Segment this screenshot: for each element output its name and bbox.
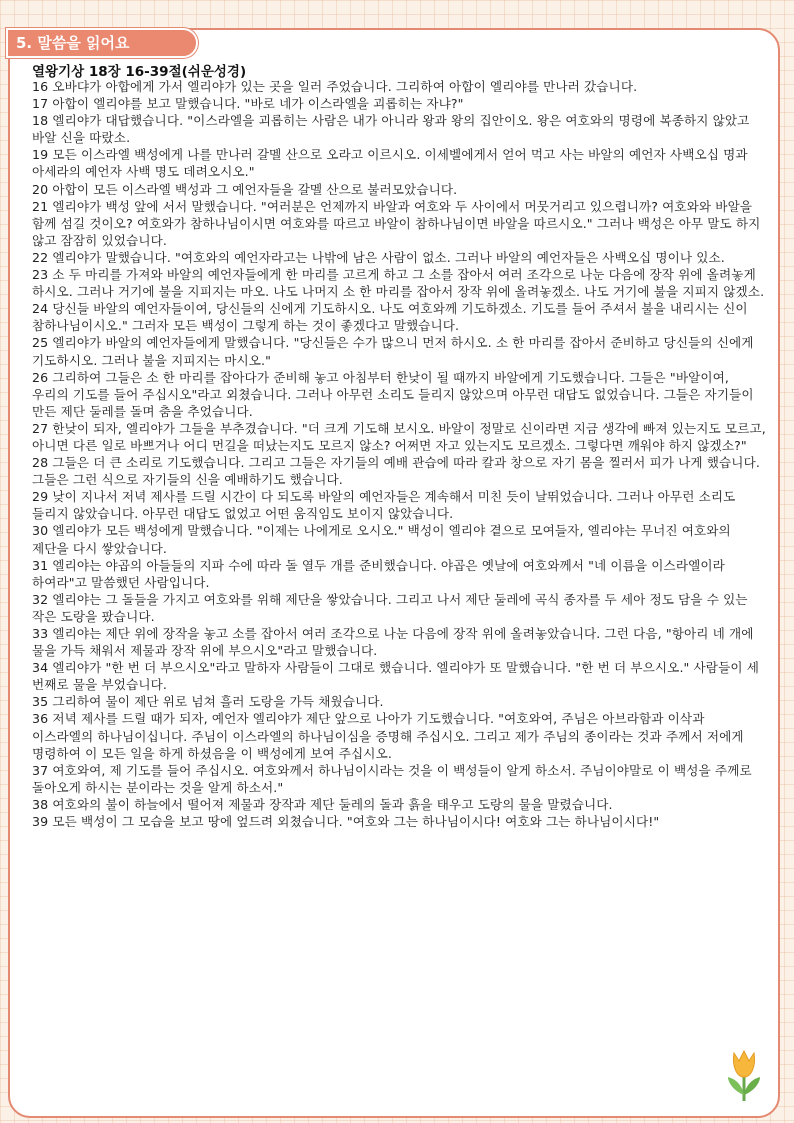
verse-25: 25 엘리야가 바알의 예언자들에게 말했습니다. "당신들은 수가 많으니 먼저 하시오. 소 한 마리를 잡아서 준비하고 당신들의 신에게 기도하시오. 그러나 불을 지피지는 마시오." bbox=[32, 335, 754, 368]
verse-34: 34 엘리야가 "한 번 더 부으시오"라고 말하자 사람들이 그대로 했습니다. 엘리야가 또 말했습니다. "한 번 더 부으시오." 사람들이 세 번째로 물을 부었습니다. bbox=[32, 660, 759, 693]
verse-35: 35 그리하여 물이 제단 위로 넘쳐 흘러 도랑을 가득 채웠습니다. bbox=[32, 694, 384, 710]
verse-29: 29 낮이 지나서 저녁 제사를 드릴 시간이 다 되도록 바알의 예언자들은 계속해서 미친 듯이 날뛰었습니다. 그러나 아무런 소리도 들리지 않았습니다. 아무런 대답도 없었고 어떤 움직임도 보이지 않았습니다. bbox=[32, 489, 736, 522]
verse-16: 16 오바댜가 아합에게 가서 엘리야가 있는 곳을 일러 주었습니다. 그리하여 아합이 엘리야를 만나러 갔습니다. bbox=[32, 79, 638, 94]
verse-30: 30 엘리야가 모든 백성에게 말했습니다. "이제는 나에게로 오시오." 백성이 엘리야 곁으로 모여들자, 엘리야는 무너진 여호와의 제단을 다시 쌓았습니다. bbox=[32, 523, 731, 556]
verse-28: 28 그들은 더 큰 소리로 기도했습니다. 그리고 그들은 자기들의 예배 관습에 따라 칼과 창으로 자기 몸을 찔러서 피가 나게 했습니다. 그들은 그런 식으로 자기들의 신을 예배하기도 했습니다. bbox=[32, 455, 760, 488]
verse-24: 24 당신들 바알의 예언자들이여, 당신들의 신에게 기도하시오. 나도 여호와께 기도하겠소. 기도를 들어 주셔서 불을 내리시는 신이 참하나님이시오." 그러자 모든 백성이 그렇게 하는 것이 좋겠다고 말했습니다. bbox=[32, 301, 748, 334]
tulip-icon bbox=[722, 1045, 766, 1105]
verse-36: 36 저녁 제사를 드릴 때가 되자, 예언자 엘리야가 제단 앞으로 나아가 기도했습니다. "여호와여, 주님은 아브라함과 이삭과 이스라엘의 하나님이십니다. 주님이 이스라엘의 하나님이심을 증명해 주십시오. 그리고 제가 주님의 종이라는 것과 주께서 저에게 명령하여 이 모든 일을 하게 하셨음을 이 백성에게 보여 주십시오. bbox=[32, 711, 744, 761]
verse-22: 22 엘리야가 말했습니다. "여호와의 예언자라고는 나밖에 남은 사람이 없소. 그러나 바알의 예언자들은 사백오십 명이나 있소. bbox=[32, 249, 725, 265]
verse-33: 33 엘리야는 제단 위에 장작을 놓고 소를 잡아서 여러 조각으로 나눈 다음에 장작 위에 올려놓았습니다. 그런 다음, "항아리 네 개에 물을 가득 채워서 제물과 장작 위에 부으시오"라고 말했습니다. bbox=[32, 626, 754, 659]
verse-20: 20 아합이 모든 이스라엘 백성과 그 예언자들을 갈멜 산으로 불러모았습니다. bbox=[32, 181, 458, 197]
verse-19: 19 모든 이스라엘 백성에게 나를 만나러 갈멜 산으로 오라고 이르시오. 이세벨에게서 얻어 먹고 사는 바알의 예언자 사백오십 명과 아세라의 예언자 사백 명도 데려오시오." bbox=[32, 147, 748, 180]
verse-21: 21 엘리야가 백성 앞에 서서 말했습니다. "여러분은 언제까지 바알과 여호와 두 사이에서 머뭇거리고 있으렵니까? 여호와와 바알을 함께 섬길 것이오? 여호와가 참하나님이시면 여호와를 따르고 바알이 참하나님이면 바알을 따르시오." 그러나 백성은 아무 말도 하지 않고 잠잠히 있었습니다. bbox=[32, 198, 761, 248]
section-title: 5. 말씀을 읽어요 bbox=[6, 28, 198, 58]
scripture-text bbox=[32, 78, 767, 830]
verse-32: 32 엘리야는 그 돌들을 가지고 여호와를 위해 제단을 쌓았습니다. 그리고 나서 제단 둘레에 곡식 종자를 두 세아 정도 담을 수 있는 작은 도랑을 팠습니다. bbox=[32, 591, 748, 624]
passage-reference: 열왕기상 18장 16-39절(쉬운성경) bbox=[32, 64, 247, 80]
verse-17: 17 아합이 엘리야를 보고 말했습니다. "바로 네가 이스라엘을 괴롭히는 자냐?" bbox=[32, 96, 464, 112]
verse-31: 31 엘리야는 야곱의 아들들의 지파 수에 따라 돌 열두 개를 준비했습니다. 야곱은 옛날에 여호와께서 "네 이름을 이스라엘이라 하여라"고 말씀했던 사람입니다. bbox=[32, 557, 725, 590]
verse-38: 38 여호와의 불이 하늘에서 떨어져 제물과 장작과 제단 둘레의 돌과 흙을 태우고 도랑의 물을 말렸습니다. bbox=[32, 796, 613, 812]
verse-27: 27 한낮이 되자, 엘리야가 그들을 부추겼습니다. "더 크게 기도해 보시오. 바알이 정말로 신이라면 지금 생각에 빠져 있는지도 모르고, 아니면 다른 일로 바쁘거나 어디 먼길을 떠났는지도 모르지 않소? 어쩌면 자고 있는지도 모르겠소. 그렇다면 깨워야 하지 않겠소?" bbox=[32, 420, 766, 453]
verse-37: 37 여호와여, 제 기도를 들어 주십시오. 여호와께서 하나님이시라는 것을 이 백성들이 알게 하소서. 주님이야말로 이 백성을 주께로 돌아오게 하시는 분이라는 것을 알게 하소서." bbox=[32, 762, 752, 795]
verse-26: 26 그리하여 그들은 소 한 마리를 잡아다가 준비해 놓고 아침부터 한낮이 될 때까지 바알에게 기도했습니다. 그들은 "바알이여, 우리의 기도를 들어 주십시오"라고 외쳤습니다. 그러나 아무런 소리도 들리지 않았으며 아무런 대답도 없었습니다. 그들은 자기들이 만든 제단 둘레를 돌며 춤을 추었습니다. bbox=[32, 369, 754, 419]
verse-39: 39 모든 백성이 그 모습을 보고 땅에 엎드려 외쳤습니다. "여호와 그는 하나님이시다! 여호와 그는 하나님이시다!" bbox=[32, 814, 660, 830]
verse-23: 23 소 두 마리를 가져와 바알의 예언자들에게 한 마리를 고르게 하고 그 소를 잡아서 여러 조각으로 나눈 다음에 장작 위에 올려놓게 하시오. 그러나 거기에 불을 지피지는 마오. 나도 나머지 소 한 마리를 잡아서 장작 위에 올려놓겠소. 나도 거기에 불을 지피지 않겠소. bbox=[32, 267, 765, 300]
verse-18: 18 엘리야가 대답했습니다. "이스라엘을 괴롭히는 사람은 내가 아니라 왕과 왕의 집안이오. 왕은 여호와의 명령에 복종하지 않았고 바알 신을 따랐소. bbox=[32, 113, 750, 146]
